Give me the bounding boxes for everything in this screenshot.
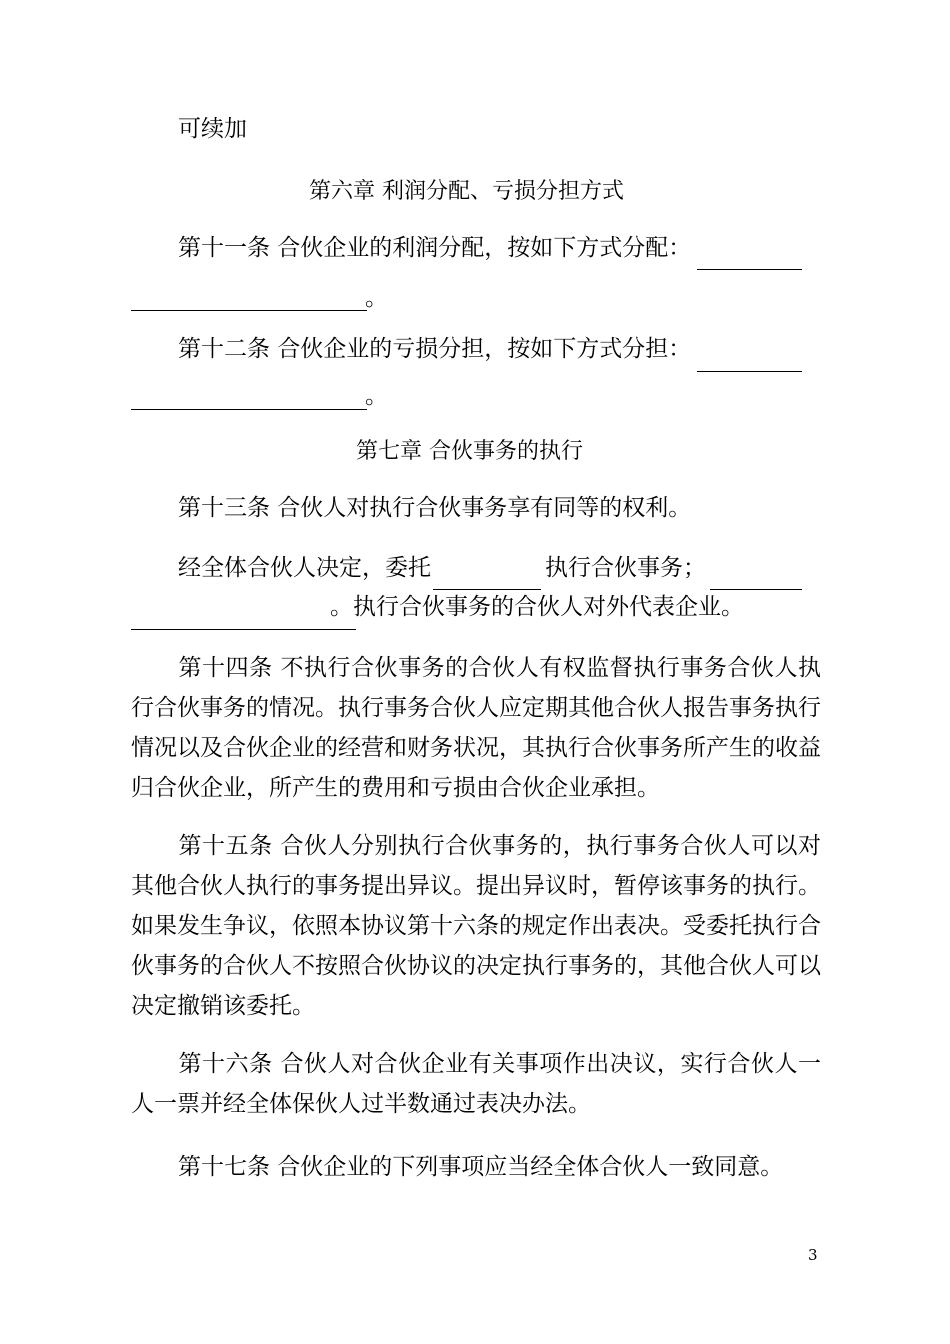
article-11-text: 第十一条 合伙企业的利润分配，按如下方式分配： — [178, 235, 692, 261]
delegate-blank[interactable] — [433, 589, 541, 590]
article-13-p2-end: 。执行合伙事务的合伙人对外代表企业。 — [330, 594, 744, 620]
article-12-blank-2[interactable] — [131, 409, 367, 410]
article-13-blank-2[interactable] — [131, 629, 356, 630]
article-16-text: 第十六条 合伙人对合伙企业有关事项作出决议，实行合伙人一人一票并经全体保伙人过半数通过表决办法。 — [131, 1051, 821, 1117]
article-13-blank-1[interactable] — [710, 589, 802, 590]
page-number: 3 — [808, 1246, 818, 1264]
article-12-blank-1[interactable] — [697, 371, 802, 372]
article-11-blank-2[interactable] — [131, 310, 367, 311]
article-13-p2-mid: 执行合伙事务； — [545, 555, 706, 581]
article-15-paragraph — [131, 826, 821, 1026]
article-12-end: 。 — [365, 383, 388, 409]
article-11-end: 。 — [365, 285, 388, 311]
article-16-paragraph — [131, 1044, 821, 1124]
article-14-text: 第十四条 不执行合伙事务的合伙人有权监督执行事务合伙人执行合伙事务的情况。执行事务合伙人应定期其他合伙人报告事务执行情况以及合伙企业的经营和财务状况，其执行合伙事务所产生的收益归合伙企业，所产生的费用和亏损由合伙企业承担。 — [131, 655, 821, 801]
article-14-paragraph — [131, 648, 821, 808]
chapter-7-heading: 第七章 合伙事务的执行 — [356, 439, 583, 464]
article-17-text: 第十七条 合伙企业的下列事项应当经全体合伙人一致同意。 — [178, 1154, 784, 1180]
article-13-text: 第十三条 合伙人对执行合伙事务享有同等的权利。 — [178, 495, 692, 521]
article-12-text: 第十二条 合伙企业的亏损分担，按如下方式分担： — [178, 336, 692, 362]
chapter-6-heading: 第六章 利润分配、亏损分担方式 — [309, 179, 624, 204]
continuation-note: 可续加 — [178, 116, 247, 142]
article-15-text: 第十五条 合伙人分别执行合伙事务的，执行事务合伙人可以对其他合伙人执行的事务提出异议。提出异议时，暂停该事务的执行。如果发生争议，依照本协议第十六条的规定作出表决。受委托执行合伙事务的合伙人不按照合伙协议的决定执行事务的，其他合伙人可以决定撤销该委托。 — [131, 833, 821, 1019]
article-13-p2-start: 经全体合伙人决定，委托 — [178, 555, 431, 581]
article-11-blank-1[interactable] — [697, 269, 802, 270]
